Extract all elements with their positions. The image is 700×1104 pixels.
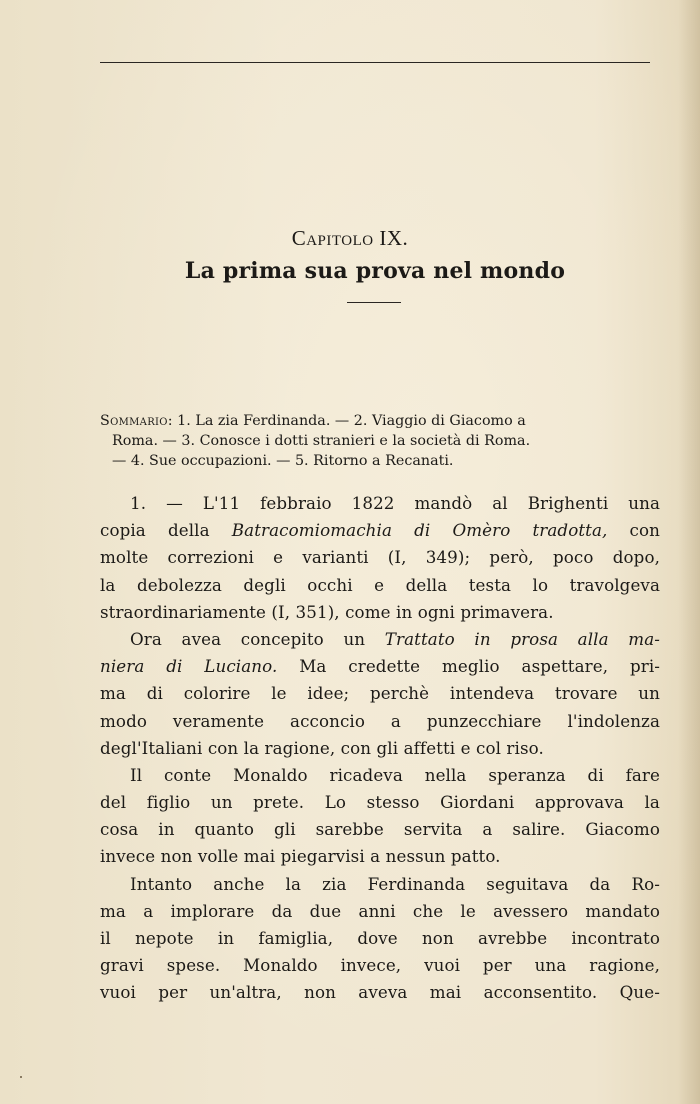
text-line: cosa in quanto gli sarebbe servita a salire. Giacomo (100, 819, 660, 840)
page-gutter-shadow (678, 0, 700, 1104)
italic-title: Batracomiomachia di Omèro tradotta, (231, 520, 608, 541)
text-line: degl'Italiani con la ragione, con gli affetti e col riso. (100, 737, 544, 758)
text-line: invece non volle mai piegarvisi a nessun patto. (100, 846, 501, 867)
text-line: ma di colorire le idee; perchè intendeva trovare un (100, 683, 660, 704)
text-line: Il conte Monaldo ricadeva nella speranza di fare (130, 764, 660, 785)
paper-speck (20, 1076, 22, 1078)
text-run: Ora avea concepito un (130, 628, 385, 649)
chapter-summary (100, 411, 660, 471)
text-run: copia della (100, 520, 232, 541)
text-run: Ma credette meglio aspettare, pri- (277, 656, 661, 677)
summary-line-text: : 1. La zia Ferdinanda. — 2. Viaggio di Giacomo a (167, 413, 526, 429)
text-line: molte correzioni e varianti (I, 349); però, poco dopo, (100, 547, 660, 568)
text-line: il nepote in famiglia, dove non avrebbe incontrato (100, 928, 660, 948)
text-line (100, 653, 660, 680)
text-line: gravi spese. Monaldo invece, vuoi per una ragione, (100, 955, 660, 976)
text-line: vuoi per un'altra, non aveva mai acconsentito. Que- (100, 982, 660, 1003)
header-rule (100, 62, 650, 63)
italic-title: Trattato in prosa alla ma- (384, 628, 661, 649)
text-line (100, 626, 660, 653)
italic-title: niera di Luciano. (100, 656, 278, 677)
text-line (100, 517, 660, 544)
text-line: modo veramente acconcio a punzecchiare l'indolenza (100, 710, 660, 731)
text-line: del figlio un prete. Lo stesso Giordani approvava la (100, 792, 660, 813)
summary-line: — 4. Sue occupazioni. — 5. Ritorno a Recanati. (112, 453, 454, 469)
text-line: 1. — L'11 febbraio 1822 mandò al Brighenti una (130, 493, 660, 513)
text-run: con (607, 520, 660, 541)
text-line: ma a implorare da due anni che le avessero mandato (100, 900, 660, 921)
text-line: Intanto anche la zia Ferdinanda seguitava da Ro- (130, 873, 660, 894)
text-line: straordinariamente (I, 351), come in ogni primavera. (100, 601, 554, 622)
text-line: la debolezza degli occhi e della testa lo travolgeva (100, 574, 660, 595)
title-rule (347, 302, 401, 303)
body-text (100, 490, 660, 1007)
chapter-title: La prima sua prova nel mondo (184, 258, 566, 284)
summary-line: Roma. — 3. Conosce i dotti stranieri e la società di Roma. (112, 433, 531, 449)
summary-lead: Sommario (100, 413, 168, 429)
summary-line (100, 411, 660, 431)
chapter-label: Capitolo IX. (291, 226, 409, 250)
